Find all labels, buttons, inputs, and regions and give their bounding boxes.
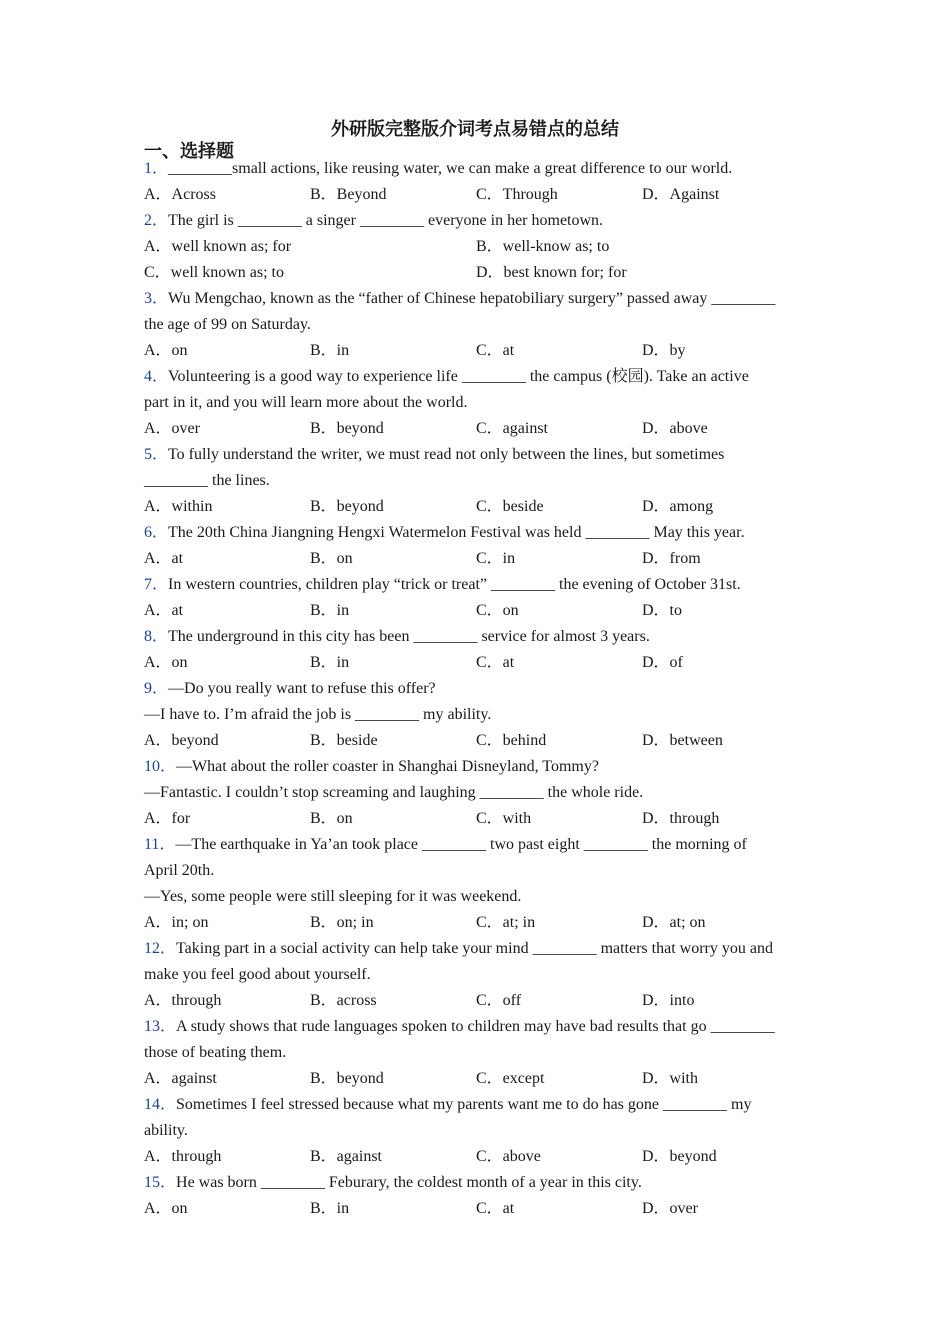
- answer-option[interactable]: B．on: [310, 810, 353, 827]
- question-text: —I have to. I’m afraid the job is ________ my ability.: [144, 706, 492, 723]
- answer-option[interactable]: B．well-know as; to: [476, 238, 610, 255]
- question-text: Taking part in a social activity can help take your mind ________ matters that worry you and: [176, 940, 773, 957]
- answer-options: [144, 1196, 808, 1222]
- question-text: —Yes, some people were still sleeping for it was weekend.: [144, 888, 522, 905]
- question-text-line: [144, 312, 808, 338]
- question-text-line: [144, 676, 808, 702]
- answer-options: [144, 988, 808, 1014]
- answer-option[interactable]: A．Across: [144, 186, 216, 203]
- answer-option[interactable]: A．for: [144, 810, 191, 827]
- answer-option[interactable]: A．over: [144, 420, 200, 437]
- question-number: 9．: [144, 680, 169, 697]
- question-text: He was born ________ Feburary, the coldest month of a year in this city.: [176, 1174, 642, 1191]
- question-text-line: [144, 364, 808, 390]
- question-number: 1．: [144, 160, 169, 177]
- question-item: [144, 832, 808, 936]
- question-item: [144, 156, 808, 208]
- question-text-line: [144, 390, 808, 416]
- answer-option[interactable]: C．at: [476, 654, 515, 671]
- answer-options: [144, 728, 808, 754]
- answer-option[interactable]: D．beyond: [642, 1148, 717, 1165]
- answer-options: [144, 806, 808, 832]
- question-text-line: [144, 156, 808, 182]
- answer-option[interactable]: C．beside: [476, 498, 544, 515]
- answer-options: [144, 1066, 808, 1092]
- question-number: 5．: [144, 446, 169, 463]
- answer-option[interactable]: D．Against: [642, 186, 720, 203]
- question-text: the age of 99 on Saturday.: [144, 316, 311, 333]
- question-item: [144, 520, 808, 572]
- question-number: 8．: [144, 628, 169, 645]
- question-text: The girl is ________ a singer ________ everyone in her hometown.: [168, 212, 604, 229]
- question-text: ability.: [144, 1122, 188, 1139]
- answer-option[interactable]: B．against: [310, 1148, 382, 1165]
- answer-option[interactable]: D．at; on: [642, 914, 706, 931]
- question-text-line: [144, 286, 808, 312]
- answer-option[interactable]: A．within: [144, 498, 213, 515]
- answer-options: [144, 234, 808, 286]
- answer-option[interactable]: B．on: [310, 550, 353, 567]
- answer-option[interactable]: B．beyond: [310, 420, 384, 437]
- answer-option[interactable]: C．on: [476, 602, 519, 619]
- question-text-line: [144, 520, 808, 546]
- answer-options: [144, 910, 808, 936]
- answer-option[interactable]: B．beyond: [310, 1070, 384, 1087]
- answer-option[interactable]: A．through: [144, 992, 222, 1009]
- question-number: 4．: [144, 368, 169, 385]
- question-text: —Do you really want to refuse this offer?: [168, 680, 436, 697]
- answer-option[interactable]: C．with: [476, 810, 532, 827]
- answer-option[interactable]: D．above: [642, 420, 708, 437]
- question-text-line: [144, 208, 808, 234]
- answer-options: [144, 1144, 808, 1170]
- answer-option[interactable]: D．through: [642, 810, 720, 827]
- question-number: 13．: [144, 1018, 177, 1035]
- answer-option[interactable]: D．between: [642, 732, 723, 749]
- answer-option[interactable]: B．beside: [310, 732, 378, 749]
- question-number: 15．: [144, 1174, 177, 1191]
- question-item: [144, 208, 808, 286]
- question-text-line: [144, 1014, 808, 1040]
- answer-options: [144, 650, 808, 676]
- answer-option[interactable]: C．well known as; to: [144, 264, 284, 281]
- answer-option[interactable]: B．in: [310, 602, 350, 619]
- question-text-line: [144, 936, 808, 962]
- question-item: [144, 364, 808, 442]
- question-item: [144, 442, 808, 520]
- question-item: [144, 1014, 808, 1092]
- question-text-line: [144, 858, 808, 884]
- question-text-line: [144, 1040, 808, 1066]
- answer-option[interactable]: D．into: [642, 992, 695, 1009]
- answer-option[interactable]: C．at: [476, 342, 515, 359]
- answer-option[interactable]: C．Through: [476, 186, 558, 203]
- question-list: [144, 156, 808, 1222]
- question-number: 6．: [144, 524, 169, 541]
- answer-option[interactable]: D．with: [642, 1070, 699, 1087]
- question-item: [144, 286, 808, 364]
- question-text: those of beating them.: [144, 1044, 287, 1061]
- question-text: The underground in this city has been ________ service for almost 3 years.: [168, 628, 650, 645]
- question-text: The 20th China Jiangning Hengxi Watermelon Festival was held ________ May this year.: [168, 524, 745, 541]
- answer-option[interactable]: B．across: [310, 992, 377, 1009]
- question-item: [144, 676, 808, 754]
- question-text: Wu Mengchao, known as the “father of Chinese hepatobiliary surgery” passed away ________: [168, 290, 776, 307]
- answer-option[interactable]: C．at: [476, 1200, 515, 1217]
- question-number: 10．: [144, 758, 177, 775]
- question-item: [144, 572, 808, 624]
- question-text-line: [144, 1118, 808, 1144]
- question-number: 12．: [144, 940, 177, 957]
- answer-option[interactable]: C．at; in: [476, 914, 536, 931]
- question-item: [144, 624, 808, 676]
- answer-options: [144, 182, 808, 208]
- answer-option[interactable]: D．to: [642, 602, 683, 619]
- question-text-line: [144, 780, 808, 806]
- answer-option[interactable]: B．beyond: [310, 498, 384, 515]
- question-number: 11．: [144, 836, 176, 853]
- answer-options: [144, 546, 808, 572]
- question-text-line: [144, 884, 808, 910]
- answer-option[interactable]: B．in: [310, 654, 350, 671]
- answer-option[interactable]: A．against: [144, 1070, 217, 1087]
- answer-option[interactable]: A．well known as; for: [144, 238, 292, 255]
- answer-options: [144, 416, 808, 442]
- answer-option[interactable]: D．best known for; for: [476, 264, 627, 281]
- question-text: April 20th.: [144, 862, 215, 879]
- question-text: ________small actions, like reusing water, we can make a great difference to our world.: [168, 160, 733, 177]
- question-text-line: [144, 442, 808, 468]
- question-text: Volunteering is a good way to experience life ________ the campus (校园). Take an active: [168, 368, 749, 385]
- question-text-line: [144, 832, 808, 858]
- answer-option[interactable]: B．Beyond: [310, 186, 387, 203]
- question-text-line: [144, 702, 808, 728]
- answer-option[interactable]: C．against: [476, 420, 548, 437]
- question-number: 3．: [144, 290, 169, 307]
- answer-option[interactable]: A．through: [144, 1148, 222, 1165]
- question-text: ________ the lines.: [144, 472, 270, 489]
- answer-option[interactable]: C．above: [476, 1148, 541, 1165]
- question-text-line: [144, 624, 808, 650]
- answer-option[interactable]: B．in: [310, 1200, 350, 1217]
- section-heading: 一、选择题: [144, 141, 234, 162]
- answer-option[interactable]: D．from: [642, 550, 701, 567]
- question-text: To fully understand the writer, we must read not only between the lines, but sometimes: [168, 446, 725, 463]
- document-title: 外研版完整版介词考点易错点的总结: [331, 119, 619, 140]
- answer-option[interactable]: A．at: [144, 550, 184, 567]
- answer-option[interactable]: A．on: [144, 1200, 188, 1217]
- question-number: 14．: [144, 1096, 177, 1113]
- answer-option[interactable]: B．on; in: [310, 914, 374, 931]
- question-text: —Fantastic. I couldn’t stop screaming and laughing ________ the whole ride.: [144, 784, 644, 801]
- question-text-line: [144, 572, 808, 598]
- question-text: —What about the roller coaster in Shanghai Disneyland, Tommy?: [176, 758, 599, 775]
- question-number: 7．: [144, 576, 169, 593]
- answer-option[interactable]: B．in: [310, 342, 350, 359]
- question-text-line: [144, 1170, 808, 1196]
- answer-option[interactable]: C．behind: [476, 732, 547, 749]
- answer-option[interactable]: D．among: [642, 498, 714, 515]
- answer-option[interactable]: A．on: [144, 342, 188, 359]
- question-text-line: [144, 754, 808, 780]
- question-text: In western countries, children play “trick or treat” ________ the evening of October 31st.: [168, 576, 741, 593]
- question-text: A study shows that rude languages spoken to children may have bad results that go ________: [176, 1018, 775, 1035]
- question-text-line: [144, 468, 808, 494]
- question-item: [144, 1092, 808, 1170]
- answer-option[interactable]: D．by: [642, 342, 686, 359]
- answer-options: [144, 494, 808, 520]
- question-text: part in it, and you will learn more about the world.: [144, 394, 468, 411]
- answer-option[interactable]: A．at: [144, 602, 184, 619]
- answer-option[interactable]: A．beyond: [144, 732, 219, 749]
- question-text: Sometimes I feel stressed because what my parents want me to do has gone ________ my: [176, 1096, 752, 1113]
- question-number: 2．: [144, 212, 169, 229]
- question-item: [144, 936, 808, 1014]
- question-text-line: [144, 962, 808, 988]
- answer-option[interactable]: C．off: [476, 992, 522, 1009]
- question-text: —The earthquake in Ya’an took place ________ two past eight ________ the morning of: [175, 836, 747, 853]
- answer-option[interactable]: D．over: [642, 1200, 698, 1217]
- answer-option[interactable]: D．of: [642, 654, 683, 671]
- question-text-line: [144, 1092, 808, 1118]
- question-text: make you feel good about yourself.: [144, 966, 371, 983]
- answer-options: [144, 338, 808, 364]
- answer-option[interactable]: C．in: [476, 550, 516, 567]
- answer-options: [144, 598, 808, 624]
- question-item: [144, 1170, 808, 1222]
- question-item: [144, 754, 808, 832]
- answer-option[interactable]: C．except: [476, 1070, 545, 1087]
- answer-option[interactable]: A．in; on: [144, 914, 209, 931]
- answer-option[interactable]: A．on: [144, 654, 188, 671]
